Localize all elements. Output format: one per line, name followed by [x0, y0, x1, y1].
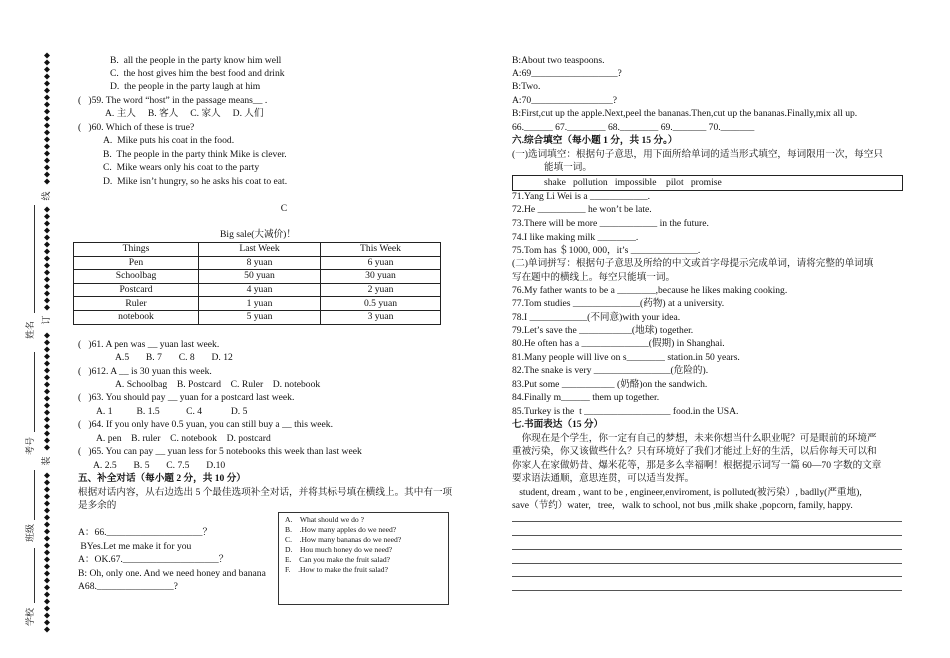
- writing-line: [512, 549, 902, 550]
- spelling-item: 81.Many people will live on s________ station.in 50 years.: [512, 352, 740, 363]
- table-header: Things: [74, 243, 199, 257]
- table-cell: Pen: [74, 256, 199, 270]
- table-cell: Postcard: [74, 283, 199, 297]
- writing-prompt: 重被污染，你又该做些什么？只有环境好了我们才能过上好的生活，以后你每天可以和: [512, 446, 877, 457]
- passage-label: C: [280, 203, 288, 214]
- name-field-line: [34, 205, 35, 313]
- q63-options: A. 1 B. 1.5 C. 4 D. 5: [96, 406, 248, 417]
- class-field-label: 班级: [25, 523, 35, 543]
- table-cell: Ruler: [74, 297, 199, 311]
- name-field-label: 姓名: [25, 320, 35, 340]
- writing-prompt: 要求语法通顺，意思连贯，可以适当发挥。: [512, 473, 695, 484]
- table-header-row: [74, 243, 441, 257]
- dialogue-line: B: Oh, only one. And we need honey and banana: [78, 568, 266, 579]
- dialogue-option: E. Can you make the fruit salad?: [285, 555, 391, 564]
- word-bank-box: [512, 175, 903, 191]
- spelling-item: 85.Turkey is the t __________________ food.in the USA.: [512, 406, 739, 417]
- spelling-item: 84.Finally m______ them up together.: [512, 392, 660, 403]
- table-cell: 0.5 yuan: [321, 297, 441, 311]
- writing-line: [512, 563, 902, 564]
- fill-item: 73.There will be more ____________ in the future.: [512, 218, 709, 229]
- school-field-line: [34, 548, 35, 603]
- q64-stem: ( )64. If you only have 0.5 yuan, you can still buy a __ this week.: [78, 419, 333, 430]
- writing-line: [512, 535, 902, 536]
- section6-heading: 六.综合填空（每小题 1 分，共 15 分。）: [512, 135, 678, 146]
- exam-number-field-line: [34, 352, 35, 432]
- q58-option-d: D. the people in the party laugh at him: [110, 81, 261, 92]
- table-header: This Week: [321, 243, 441, 257]
- table-cell: notebook: [74, 310, 199, 324]
- section5-instruction: 是多余的: [78, 500, 117, 511]
- writing-line: [512, 590, 902, 591]
- class-field-line: [34, 470, 35, 520]
- part1-instruction: (一)选词填空：根据句子意思，用下面所给单词的适当形式填空，每词限用一次，每空只: [512, 149, 883, 160]
- dialogue-line: A68.________________?: [78, 581, 178, 592]
- writing-line: [512, 521, 902, 522]
- q60-option-c: C. Mike wears only his coat to the party: [103, 162, 260, 173]
- spelling-item: 82.The snake is very ________________(危险的).: [512, 365, 709, 376]
- q59-stem: ( )59. The word “host” in the passage means__ .: [78, 95, 268, 106]
- table-row: [74, 283, 441, 297]
- table-row: [74, 256, 441, 270]
- q61-options: A.5 B. 7 C. 8 D. 12: [115, 352, 233, 363]
- writing-prompt: 你现在是个学生，你一定有自己的梦想，未来你想当什么职业呢？可是眼前的环境严: [512, 433, 877, 444]
- binding-mark-staple: 订: [41, 315, 51, 325]
- dialogue-option: B. .How many apples do we need?: [285, 525, 397, 534]
- table-header: Last Week: [199, 243, 321, 257]
- school-field-label: 学校: [25, 607, 35, 627]
- dialogue-line: B:Two.: [512, 81, 541, 92]
- table-cell: 5 yuan: [199, 310, 321, 324]
- q65-stem: ( )65. You can pay __ yuan less for 5 notebooks this week than last week: [78, 446, 362, 457]
- table-cell: 2 yuan: [321, 283, 441, 297]
- q64-options: A. pen B. ruler C. notebook D. postcard: [96, 433, 271, 444]
- table-row: [74, 310, 441, 324]
- q61-stem: ( )61. A pen was __ yuan last week.: [78, 339, 220, 350]
- dialogue-option: D. Hou much honey do we need?: [285, 545, 393, 554]
- sale-title: Big sale(大减价)！: [220, 229, 296, 240]
- part2-instruction: 写在题中的横线上。每空只能填一词。: [512, 272, 676, 283]
- q62-options: A. Schoolbag B. Postcard C. Ruler D. notebook: [115, 379, 321, 390]
- writing-keywords: save（节约）water, tree, walk to school, not bus ,milk shake ,popcorn, family, happy.: [512, 500, 853, 511]
- table-cell: 8 yuan: [199, 256, 321, 270]
- q60-option-d: D. Mike isn’t hungry, so he asks his coat to eat.: [103, 176, 288, 187]
- spelling-item: 83.Put some ___________ (奶酪)on the sandwich.: [512, 379, 708, 390]
- q65-options: A. 2.5 B. 5 C. 7.5 D.10: [93, 460, 226, 471]
- table-cell: Schoolbag: [74, 270, 199, 284]
- word-bank: shake pollution impossible pilot promise: [544, 177, 722, 188]
- binding-mark-line: 线: [41, 191, 51, 201]
- spelling-item: 77.Tom studies ______________(药物) at a university.: [512, 298, 725, 309]
- table-row: [74, 297, 441, 311]
- dialogue-line: B:First,cut up the apple.Next,peel the bananas.Then,cut up the bananas.Finally,mix all up.: [512, 108, 858, 119]
- table-cell: 3 yuan: [321, 310, 441, 324]
- q58-option-b: B. all the people in the party know him well: [110, 55, 282, 66]
- dialogue-option: C. .How many bananas do we need?: [285, 535, 402, 544]
- table-cell: 4 yuan: [199, 283, 321, 297]
- sale-table: [73, 242, 441, 325]
- q60-option-a: A. Mike puts his coat in the food.: [103, 135, 235, 146]
- q60-stem: ( )60. Which of these is true?: [78, 122, 195, 133]
- spelling-item: 79.Let’s save the ___________(地球) together.: [512, 325, 694, 336]
- dialogue-option: A. What should we do ?: [285, 515, 364, 524]
- dialogue-line: A：66.____________________？: [78, 527, 213, 538]
- binding-mark-bind: 装: [41, 456, 51, 466]
- dialogue-line: BYes.Let me make it for you: [78, 541, 192, 552]
- writing-line: [512, 576, 902, 577]
- dialogue-line: A：OK.67.____________________？: [78, 554, 229, 565]
- writing-keywords: student, dream , want to be , engineer,enviroment, is polluted(被污染）, badlly(严重地),: [512, 487, 862, 498]
- table-cell: 50 yuan: [199, 270, 321, 284]
- spelling-item: 80.He often has a ______________(假期) in Shanghai.: [512, 338, 725, 349]
- part2-instruction: (二)单词拼写：根据句子意思及所给的中文或首字母提示完成单词，请将完整的单词填: [512, 258, 874, 269]
- dialogue-line: B:About two teaspoons.: [512, 55, 605, 66]
- fill-item: 75.Tom has ＄1000, 000，it’s ______________.: [512, 245, 701, 256]
- fill-item: 71.Yang Li Wei is a ____________.: [512, 191, 650, 202]
- section7-heading: 七.书面表达（15 分）: [512, 419, 604, 430]
- section5-heading: 五、补全对话（每小题 2 分，共 10 分）: [78, 473, 246, 484]
- dialogue-options-box: [278, 512, 449, 605]
- q62-stem: ( )612. A __ is 30 yuan this week.: [78, 366, 212, 377]
- q59-options: A. 主人 B. 客人 C. 家人 D. 人们: [105, 108, 264, 119]
- dialogue-option: F. .How to make the fruit salad?: [285, 565, 388, 574]
- fill-item: 74.I like making milk ________.: [512, 232, 639, 243]
- table-cell: 1 yuan: [199, 297, 321, 311]
- q58-option-c: C. the host gives him the best food and drink: [110, 68, 285, 79]
- section5-instruction: 根据对话内容，从右边选出 5 个最佳选项补全对话，并将其标号填在横线上。其中有一项: [78, 487, 453, 498]
- dialogue-line: A:69__________________?: [512, 68, 622, 79]
- table-cell: 6 yuan: [321, 256, 441, 270]
- q63-stem: ( )63. You should pay __ yuan for a postcard last week.: [78, 392, 295, 403]
- answer-blanks: 66.______ 67.________ 68.________ 69._______ 70._______: [512, 122, 755, 133]
- spelling-item: 78.I ____________(不同意)with your idea.: [512, 312, 681, 323]
- exam-number-field-label: 考号: [25, 436, 35, 456]
- table-cell: 30 yuan: [321, 270, 441, 284]
- q60-option-b: B. The people in the party think Mike is clever.: [103, 149, 287, 160]
- part1-instruction: 能填一词。: [544, 162, 592, 173]
- dialogue-line: A:70_________________?: [512, 95, 617, 106]
- fill-item: 72.He __________ he won’t be late.: [512, 204, 652, 215]
- writing-prompt: 你家人在家做奶昔、爆米花等，那是多么幸福啊！根据提示词写一篇 60—70 字数的文章: [512, 460, 882, 471]
- spelling-item: 76.My father wants to be a ________,because he likes making cooking.: [512, 285, 788, 296]
- binding-diamond-column: [40, 52, 54, 634]
- table-row: [74, 270, 441, 284]
